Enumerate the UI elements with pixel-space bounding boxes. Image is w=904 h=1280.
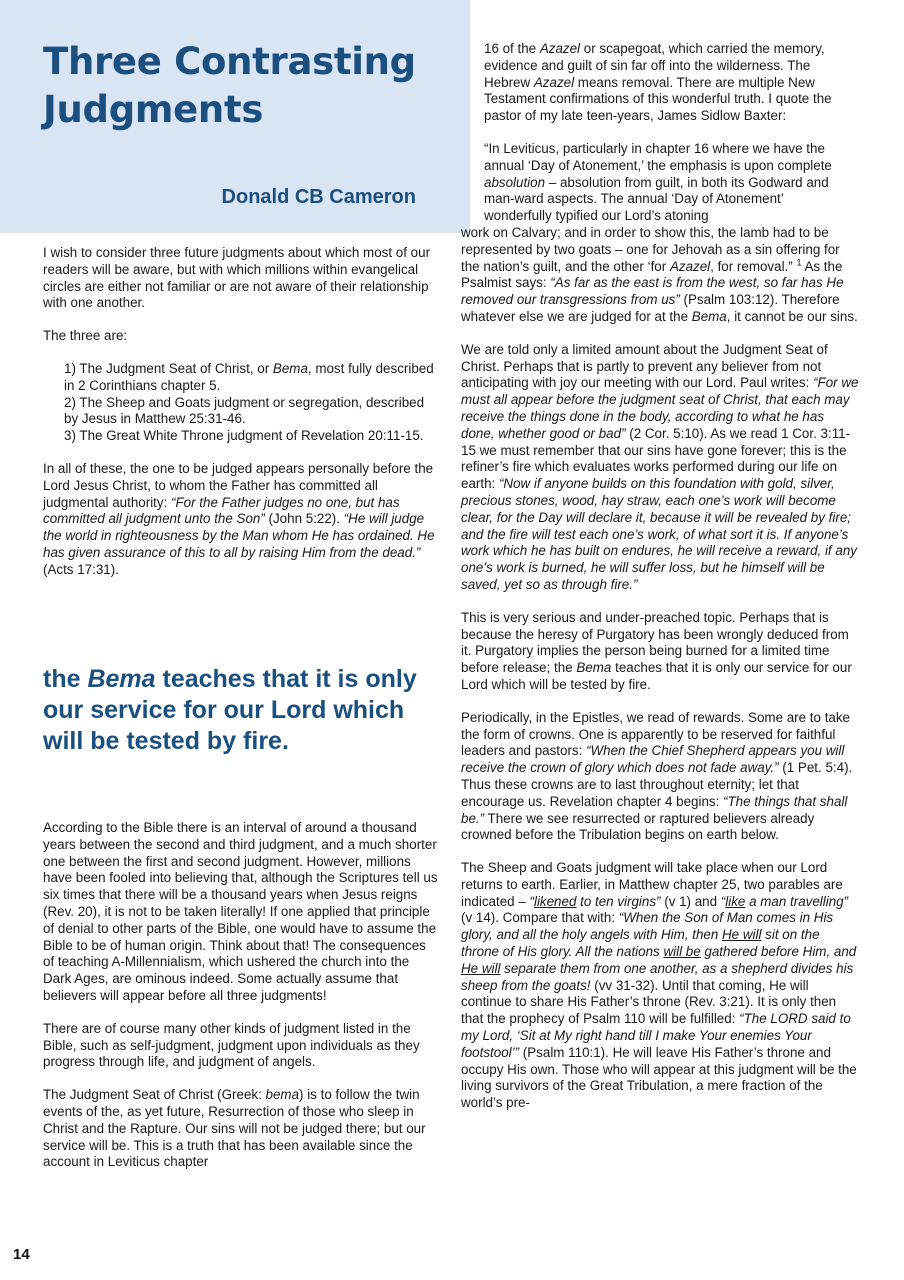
quote-paragraph: “In Leviticus, particularly in chapter 16 where we have the annual ‘Day of Atonement,’ the emphasis is upon complete absolution – absolution from guilt, in both its Godward and man-ward aspects. The annual ‘Day of Atonement’ wonderfully typified our Lord’s atoning [484, 140, 832, 224]
body-paragraph: The Sheep and Goats judgment will take place when our Lord returns to earth. Earlier, in Matthew chapter 25, two parables are indicated – “likened to ten virgins” (v 1) and “like a man travelling” (v 14). Compare that with: “When the Son of Man comes in His glory, and all the holy angels with Him, then He will sit on the throne of His glory. All the nations will be gathered before Him, and He will separate them from one another, as a shepherd divides his sheep from the goats! (vv 31-32). Until that coming, He will continue to share His Father’s throne (Rev. 3:21). It is only then that the prophecy of Psalm 110 will be fulfilled: “The LORD said to my Lord, ‘Sit at My right hand till I make Your enemies Your footstool’” (Psalm 110:1). He will leave His Father’s throne and occupy His own. Those who will appear at this judgment will be the living survivors of the Great Tribulation, a mere fraction of the world’s pre- [461, 860, 857, 1111]
judgments-list [43, 361, 439, 445]
body-paragraph: This is very serious and under-preached topic. Perhaps that is because the heresy of Purgatory has been wrongly deduced from it. Purgatory implies the person being burned for a limited time before release; the Bema teaches that it is only our service for our Lord which will be tested by fire. [461, 609, 852, 692]
list-item: 2) The Sheep and Goats judgment or segregation, described by Jesus in Matthew 25:31-46. [64, 394, 425, 427]
list-item: 1) The Judgment Seat of Christ, or Bema, most fully described in 2 Corinthians chapter 5. [64, 360, 434, 393]
title-panel [0, 0, 470, 233]
body-paragraph: 16 of the Azazel or scapegoat, which carried the memory, evidence and guilt of sin far off into the wilderness. The Hebrew Azazel means removal. There are multiple New Testament confirmations of this wonderful truth. I quote the pastor of my late teen-years, James Sidlow Baxter: [484, 41, 832, 124]
body-paragraph: The Judgment Seat of Christ (Greek: bema) is to follow the twin events of the, as yet future, Resurrection of those who sleep in Christ and the Rapture. Our sins will not be judged there; but our service will be. This is a truth that has been available since the account in Leviticus chapter [43, 1087, 426, 1170]
list-item: 3) The Great White Throne judgment of Revelation 20:11-15. [64, 428, 424, 444]
body-paragraph: In all of these, the one to be judged appears personally before the Lord Jesus Christ, to whom the Father has committed all judgmental authority: “For the Father judges no one, but has committed all judgment unto the Son” (John 5:22). “He will judge the world in righteousness by the Man whom He has ordained. He has given assurance of this to all by raising Him from the dead.” (Acts 17:31). [43, 460, 435, 577]
body-paragraph: There are of course many other kinds of judgment listed in the Bible, such as self-judgment, judgment upon individuals as they progress through life, and judgment of angels. [43, 1020, 420, 1070]
body-paragraph: According to the Bible there is an interval of around a thousand years between the second and third judgment, and a much shorter one between the first and second judgment. However, millions have been fooled into believing that, although the Scriptures tell us six times that there will be a thousand years when Jesus reigns (Rev. 20), it is not to be taken literally! If one applied that principle of denial to other parts of the Bible, one would have to assume the Bible to be of human origin. Think about that! The consequences of teaching A-Millennialism, which ushered the church into the Dark Ages, are ominous indeed. Some actually assume that believers will appear before all three judgments! [43, 820, 438, 1003]
quote-paragraph-continued: work on Calvary; and in order to show this, the lamb had to be represented by two goats – one for Jehovah as a sin offering for the nation’s guilt, and the other ‘for Azazel, for removal.” $^1$ As the Psalmist says: “As far as the east is from the west, so far has He removed our transgressions from us” (Psalm 103:12). Therefore whatever else we are judged for at the Bema, it cannot be our sins. [461, 225, 858, 324]
right-column-upper [484, 41, 854, 225]
pull-quote: the Bema teaches that it is only our service for our Lord which will be tested by fire. [43, 665, 417, 755]
three-are-paragraph: The three are: [43, 328, 128, 344]
footnote-marker: 1 [796, 257, 802, 268]
title-line-2: Judgments [43, 88, 264, 131]
intro-paragraph: I wish to consider three future judgments about which most of our readers will be aware, but with which millions within evangelical circles are either not familiar or are not aware of their relationship with one another. [43, 245, 431, 311]
left-column-upper [43, 245, 439, 595]
right-column-main [461, 225, 861, 1128]
body-paragraph: We are told only a limited amount about the Judgment Seat of Christ. Perhaps that is partly to prevent any believer from not anticipating with joy our meeting with our Lord. Paul writes: “For we must all appear before the judgment seat of Christ, that each may receive the things done in the body, according to what he has done, whether good or bad” (2 Cor. 5:10). As we read 1 Cor. 3:11-15 we must remember that our sins have gone forever; this is the refiner’s fire which evaluates works performed during our life on earth: “Now if anyone builds on this foundation with gold, silver, precious stones, wood, hay straw, each one’s work will become clear, for the Day will declare it, because it will be revealed by fire; and the fire will test each one’s work, of what sort it is. If anyone’s work which he has built on endures, he will receive a reward, if any one’s work is burned, he will suffer loss, but he himself will be saved, yet so as through fire.” [461, 341, 859, 592]
author-byline: Donald CB Cameron [221, 186, 416, 208]
left-column-lower [43, 820, 439, 1187]
body-paragraph: Periodically, in the Epistles, we read of rewards. Some are to take the form of crowns. One is apparently to be reserved for faithful leaders and pastors: “When the Chief Shepherd appears you will receive the crown of glory which does not fade away.” (1 Pet. 5:4). Thus these crowns are to last throughout eternity; let that encourage us. Revelation chapter 4 begins: “The things that shall be.” There we see resurrected or raptured believers already crowned before the Tribulation begins on earth below. [461, 709, 853, 843]
page-number: 14 [13, 1246, 30, 1263]
title-line-1: Three Contrasting [43, 40, 416, 83]
article-title [43, 38, 463, 134]
